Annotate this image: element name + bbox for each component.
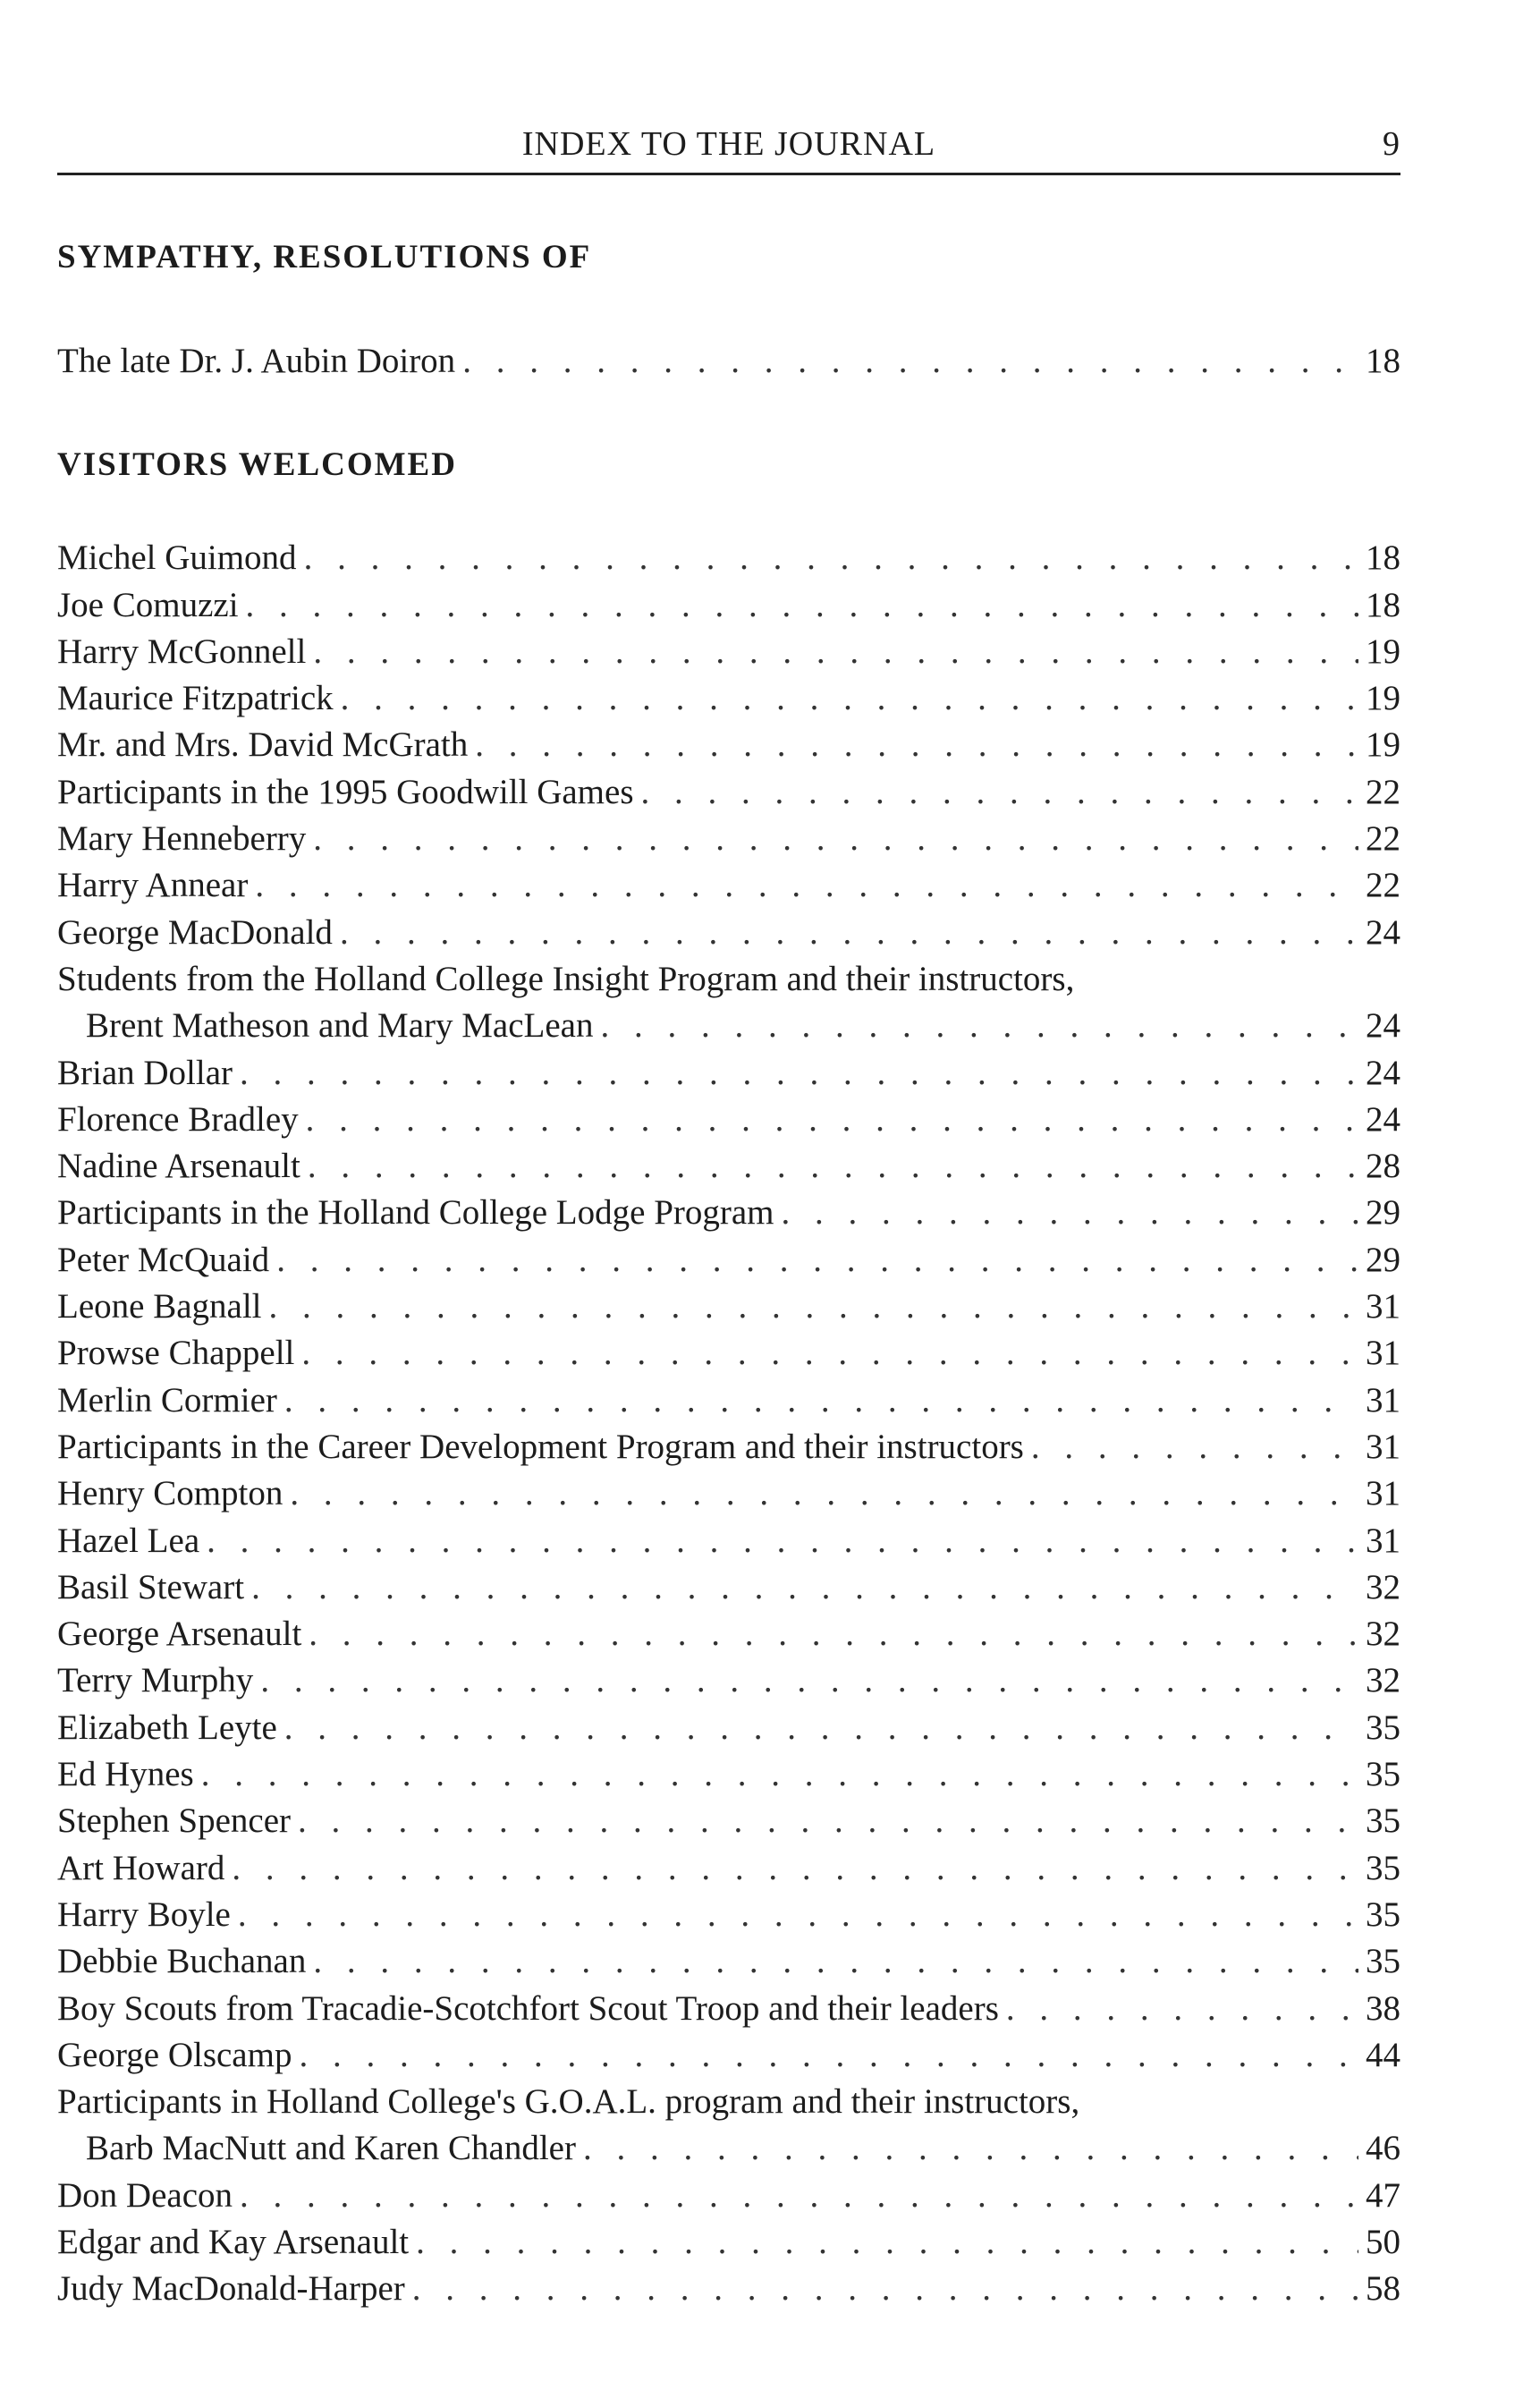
index-entry-text: Boy Scouts from Tracadie-Scotchfort Scout Troop and their leaders: [57, 1988, 999, 2028]
section-heading-sympathy: SYMPATHY, RESOLUTIONS OF: [57, 239, 592, 275]
index-entry: [57, 1705, 1400, 1751]
index-entry-page: 31: [1366, 1427, 1400, 1466]
index-entry-row: [57, 675, 1400, 722]
index-entry: [57, 910, 1400, 956]
index-entry-row: [57, 1751, 1400, 1798]
index-entry-page: 24: [1366, 912, 1400, 952]
dot-leader: [201, 1751, 1358, 1798]
running-header: [57, 121, 1400, 175]
index-entry-text: Judy MacDonald-Harper: [57, 2269, 405, 2309]
index-entry-row: [57, 1330, 1400, 1377]
index-entry-row: [57, 1705, 1400, 1751]
index-entry-row: [57, 1845, 1400, 1892]
index-entry-text: Barb MacNutt and Karen Chandler: [86, 2129, 576, 2168]
index-entry: [57, 1237, 1400, 1284]
index-entry-row: [57, 1892, 1400, 1938]
index-entry-row: [57, 582, 1400, 629]
dot-leader: [412, 2266, 1358, 2312]
index-entry-page: 35: [1366, 1708, 1400, 1747]
index-entry: [57, 1284, 1400, 1330]
index-entry-row: [57, 2125, 1400, 2172]
index-entry: [57, 2032, 1400, 2079]
dot-leader: [240, 1050, 1358, 1097]
index-entry-text: Nadine Arsenault: [57, 1147, 300, 1186]
index-entry-text: Mary Henneberry: [57, 819, 307, 859]
dot-leader: [313, 1938, 1358, 1985]
index-entry: [57, 769, 1400, 816]
index-entry-row: [57, 1798, 1400, 1844]
index-entry-page: 35: [1366, 1801, 1400, 1841]
index-entry-text: Stephen Spencer: [57, 1801, 292, 1841]
dot-leader: [276, 1237, 1358, 1284]
index-entry: [57, 816, 1400, 862]
index-entry-page: 44: [1366, 2035, 1400, 2074]
index-entry-row: [57, 1377, 1400, 1424]
index-entry-row: [57, 769, 1400, 816]
index-entry-row: [57, 2219, 1400, 2266]
index-entry-page: 19: [1366, 725, 1400, 765]
dot-leader: [251, 1564, 1358, 1611]
dot-leader: [462, 338, 1358, 385]
index-entry-page: 35: [1366, 1755, 1400, 1794]
index-entry-page: 31: [1366, 1380, 1400, 1420]
index-entry-row: [57, 1938, 1400, 1985]
index-entry-text-line1: Participants in Holland College's G.O.A.L. program and their instructors,: [57, 2082, 1080, 2122]
index-entry-page: 22: [1366, 819, 1400, 859]
index-entry-row: [57, 1986, 1400, 2032]
index-entry-text: Ed Hynes: [57, 1755, 194, 1794]
index-entry-page: 18: [1366, 585, 1400, 624]
index-entry-row: [57, 1564, 1400, 1611]
index-entry: [57, 1470, 1400, 1517]
index-entry: [57, 1657, 1400, 1704]
index-entry-row: [57, 1143, 1400, 1190]
index-entry-text: Brian Dollar: [57, 1053, 233, 1092]
dot-leader: [301, 1330, 1358, 1377]
section-heading-visitors: VISITORS WELCOMED: [57, 446, 457, 484]
index-page: [57, 121, 1400, 2313]
index-entry-page: 31: [1366, 1334, 1400, 1373]
index-entry: [57, 2219, 1400, 2266]
index-entry-text: Michel Guimond: [57, 538, 297, 578]
index-entry-row: [57, 1050, 1400, 1097]
dot-leader: [304, 535, 1358, 581]
dot-leader: [641, 769, 1359, 816]
index-entry-page: 32: [1366, 1661, 1400, 1700]
index-entry-text: Terry Murphy: [57, 1661, 254, 1700]
dot-leader: [782, 1190, 1359, 1236]
index-entry-page: 19: [1366, 679, 1400, 718]
index-entry-text: Joe Comuzzi: [57, 585, 239, 624]
dot-leader: [207, 1518, 1358, 1564]
index-entry-text: Participants in the Holland College Lodge Program: [57, 1193, 774, 1233]
index-entry-page: 22: [1366, 866, 1400, 905]
dot-leader: [238, 1892, 1358, 1938]
index-entry-page: 24: [1366, 1053, 1400, 1092]
index-entry-row: [57, 1424, 1400, 1470]
dot-leader: [232, 1845, 1358, 1892]
dot-leader: [313, 816, 1358, 862]
index-entry-text: Merlin Cormier: [57, 1380, 277, 1420]
page-number: 9: [1383, 125, 1400, 163]
index-entry-page: 47: [1366, 2175, 1400, 2215]
index-entry-text: Mr. and Mrs. David McGrath: [57, 725, 469, 765]
index-entry-row: [57, 1518, 1400, 1564]
index-entry-text: George MacDonald: [57, 912, 333, 952]
dot-leader: [260, 1657, 1358, 1704]
index-entry-page: 18: [1366, 342, 1400, 380]
index-entry-text: Harry Boyle: [57, 1894, 231, 1934]
index-entry-page: 24: [1366, 1099, 1400, 1139]
index-entry-row: [57, 1190, 1400, 1236]
index-entry-page: 35: [1366, 1894, 1400, 1934]
index-entry: [57, 862, 1400, 909]
index-entry: [57, 535, 1400, 581]
index-entry-page: 35: [1366, 1942, 1400, 1981]
index-entry-row: [57, 629, 1400, 675]
index-entry-text: Harry McGonnell: [57, 631, 307, 671]
index-entry-text: Edgar and Kay Arsenault: [57, 2222, 410, 2261]
index-entry-row: [57, 1284, 1400, 1330]
index-entry-page: 32: [1366, 1615, 1400, 1654]
index-entry: [57, 956, 1400, 1050]
index-entry-text: Debbie Buchanan: [57, 1942, 307, 1981]
index-entry-text: The late Dr. J. Aubin Doiron: [57, 342, 456, 380]
index-entry: [57, 2079, 1400, 2173]
index-entry: [57, 1798, 1400, 1844]
index-entry: [57, 1892, 1400, 1938]
dot-leader: [269, 1284, 1359, 1330]
index-entry: [57, 1611, 1400, 1657]
dot-leader: [583, 2125, 1358, 2172]
index-entry-page: 22: [1366, 772, 1400, 811]
index-entry-text: Brent Matheson and Mary MacLean: [86, 1006, 594, 1046]
index-entry-text: Art Howard: [57, 1848, 225, 1887]
index-entry-row: [57, 1470, 1400, 1517]
index-entry-text: Participants in the 1995 Goodwill Games: [57, 772, 634, 811]
dot-leader: [284, 1705, 1358, 1751]
index-entry-page: 50: [1366, 2222, 1400, 2261]
index-entry: [57, 1751, 1400, 1798]
index-entry-row: [57, 722, 1400, 768]
index-entry-row: [57, 338, 1400, 385]
index-entry: [57, 1938, 1400, 1985]
index-entry: [57, 338, 1400, 385]
index-entry: [57, 1330, 1400, 1377]
index-entry: [57, 1190, 1400, 1236]
index-entry-page: 35: [1366, 1848, 1400, 1887]
dot-leader: [309, 1611, 1358, 1657]
dot-leader: [284, 1377, 1358, 1424]
dot-leader: [341, 675, 1358, 722]
dot-leader: [306, 1097, 1358, 1143]
index-entry-text: George Arsenault: [57, 1615, 302, 1654]
index-entry: [57, 1564, 1400, 1611]
index-entry-row: [57, 1003, 1400, 1049]
index-entry-page: 31: [1366, 1474, 1400, 1513]
index-entry-text: Maurice Fitzpatrick: [57, 679, 334, 718]
index-entry-text: Don Deacon: [57, 2175, 233, 2215]
index-entry: [57, 1424, 1400, 1470]
index-entry: [57, 1518, 1400, 1564]
index-entry: [57, 1845, 1400, 1892]
index-entry-text: Basil Stewart: [57, 1567, 245, 1606]
index-entry: [57, 582, 1400, 629]
index-entry-page: 29: [1366, 1240, 1400, 1279]
index-entry-page: 18: [1366, 538, 1400, 578]
index-entry-page: 31: [1366, 1287, 1400, 1326]
index-entry: [57, 1097, 1400, 1143]
dot-leader: [600, 1003, 1358, 1049]
index-entry-text: Leone Bagnall: [57, 1287, 262, 1326]
index-entry-page: 24: [1366, 1006, 1400, 1046]
index-entry-text: Harry Annear: [57, 866, 249, 905]
index-entry-row: [57, 2266, 1400, 2312]
dot-leader: [1031, 1424, 1358, 1470]
index-entry-text: Elizabeth Leyte: [57, 1708, 277, 1747]
dot-leader: [1006, 1986, 1358, 2032]
dot-leader: [255, 862, 1358, 909]
index-entry-row: [57, 1237, 1400, 1284]
index-entry-row: [57, 1611, 1400, 1657]
index-entry: [57, 1986, 1400, 2032]
index-entry: [57, 629, 1400, 675]
running-title: INDEX TO THE JOURNAL: [521, 125, 936, 163]
index-entry: [57, 722, 1400, 768]
index-entry-text: Participants in the Career Development Program and their instructors: [57, 1427, 1024, 1466]
index-entry-text: Hazel Lea: [57, 1521, 200, 1560]
dot-leader: [340, 910, 1358, 956]
index-entry-row: [57, 2032, 1400, 2079]
index-entry-row: [57, 862, 1400, 909]
dot-leader: [475, 722, 1358, 768]
index-entry-page: 28: [1366, 1147, 1400, 1186]
index-entry-page: 38: [1366, 1988, 1400, 2028]
sympathy-entries: [57, 338, 1400, 385]
index-entry-text: George Olscamp: [57, 2035, 292, 2074]
dot-leader: [290, 1470, 1358, 1517]
index-entry-text: Henry Compton: [57, 1474, 283, 1513]
index-entry: [57, 2173, 1400, 2219]
index-entry-row: [57, 535, 1400, 581]
index-entry-row: [57, 1097, 1400, 1143]
dot-leader: [299, 2032, 1358, 2079]
index-entry: [57, 2266, 1400, 2312]
index-entry: [57, 1143, 1400, 1190]
index-entry-page: 31: [1366, 1521, 1400, 1560]
index-entry-page: 58: [1366, 2269, 1400, 2309]
index-entry-text: Florence Bradley: [57, 1099, 299, 1139]
dot-leader: [246, 582, 1358, 629]
dot-leader: [298, 1798, 1358, 1844]
index-entry-page: 46: [1366, 2129, 1400, 2168]
dot-leader: [416, 2219, 1358, 2266]
index-entry: [57, 675, 1400, 722]
index-entry-page: 32: [1366, 1567, 1400, 1606]
index-entry-text: Prowse Chappell: [57, 1334, 295, 1373]
index-entry-row: [57, 816, 1400, 862]
index-entry-row: [57, 2173, 1400, 2219]
index-entry: [57, 1377, 1400, 1424]
index-entry-text: Peter McQuaid: [57, 1240, 270, 1279]
index-entry-row: [57, 910, 1400, 956]
dot-leader: [240, 2173, 1358, 2219]
index-entry-page: 19: [1366, 631, 1400, 671]
index-entry-page: 29: [1366, 1193, 1400, 1233]
index-entry-row: [57, 1657, 1400, 1704]
index-entry-text-line1: Students from the Holland College Insight Program and their instructors,: [57, 959, 1075, 998]
visitors-entries: [57, 535, 1400, 2312]
dot-leader: [313, 629, 1358, 675]
dot-leader: [308, 1143, 1358, 1190]
index-entry: [57, 1050, 1400, 1097]
